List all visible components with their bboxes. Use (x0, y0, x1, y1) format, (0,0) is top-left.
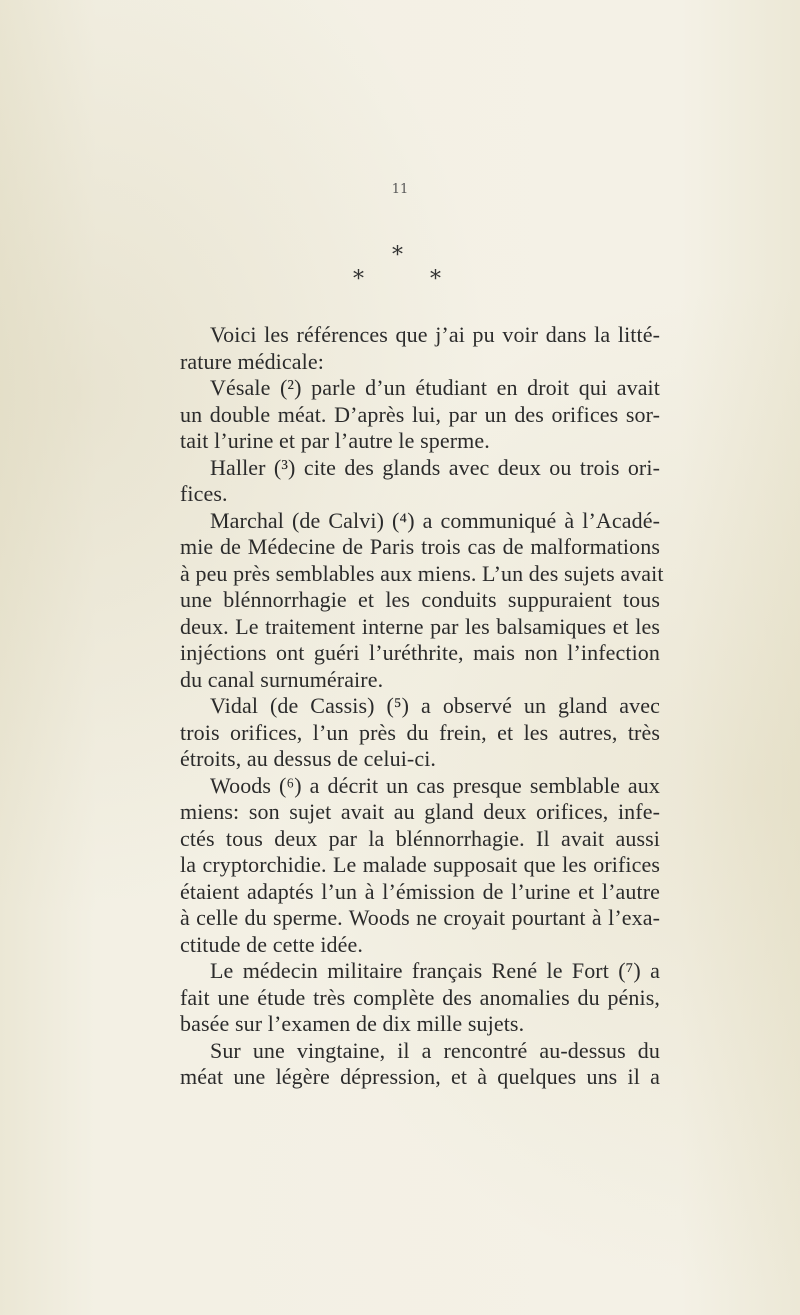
ornament-asterisk-left: * (353, 267, 364, 292)
text-line: étaient adaptés l’un à l’émission de l’urine et l’autre (180, 878, 660, 904)
text-line: Haller (³) cite des glands avec deux ou trois ori- (210, 454, 660, 480)
text-line: deux. Le traitement interne par les balsamiques et les (180, 613, 660, 639)
ornament-asterisk-right: * (430, 267, 441, 292)
text-line: Woods (⁶) a décrit un cas presque semblable aux (210, 772, 660, 798)
text-line: trois orifices, l’un près du frein, et les autres, très (180, 719, 660, 745)
text-line: du canal surnuméraire. (180, 666, 384, 692)
text-line: un double méat. D’après lui, par un des orifices sor- (180, 401, 660, 427)
text-line: mie de Médecine de Paris trois cas de malformations (180, 534, 660, 559)
text-line: tait l’urine et par l’autre le sperme. (180, 428, 490, 453)
text-line: ctitude de cette idée. (180, 931, 363, 957)
text-line: Sur une vingtaine, il a rencontré au-dessus du (210, 1037, 660, 1063)
text-line: fices. (180, 481, 228, 506)
page-number: 11 (391, 182, 409, 197)
text-line: Voici les références que j’ai pu voir dans la litté- (210, 322, 660, 347)
text-line: fait une étude très complète des anomalies du pénis, (180, 984, 660, 1010)
text-line: étroits, au dessus de celui-ci. (180, 746, 437, 771)
text-line: méat une légère dépression, et à quelques uns il a (180, 1064, 660, 1089)
text-line: Marchal (de Calvi) (⁴) a communiqué à l’Acadé- (210, 507, 660, 533)
text-line: rature médicale: (180, 348, 324, 374)
body-text (180, 322, 664, 1091)
text-line: miens: son sujet avait au gland deux orifices, infe- (180, 799, 660, 824)
ornament-asterisk-top: * (392, 243, 403, 268)
text-line: la cryptorchidie. Le malade supposait que les orifices (180, 852, 660, 877)
text-line: Vésale (²) parle d’un étudiant en droit qui avait (210, 375, 660, 400)
text-line: à celle du sperme. Woods ne croyait pourtant à l’exa- (180, 905, 660, 930)
text-line: basée sur l’examen de dix mille sujets. (180, 1011, 525, 1036)
text-line: Le médecin militaire français René le Fort (⁷) a (210, 958, 660, 983)
text-line: ctés tous deux par la blénnorrhagie. Il avait aussi (180, 825, 660, 851)
text-line: Vidal (de Cassis) (⁵) a observé un gland avec (210, 693, 660, 718)
text-line: à peu près semblables aux miens. L’un des sujets avait (180, 560, 664, 586)
text-line: une blénnorrhagie et les conduits suppuraient tous (180, 587, 660, 612)
text-line: injéctions ont guéri l’uréthrite, mais non l’infection (180, 640, 660, 665)
